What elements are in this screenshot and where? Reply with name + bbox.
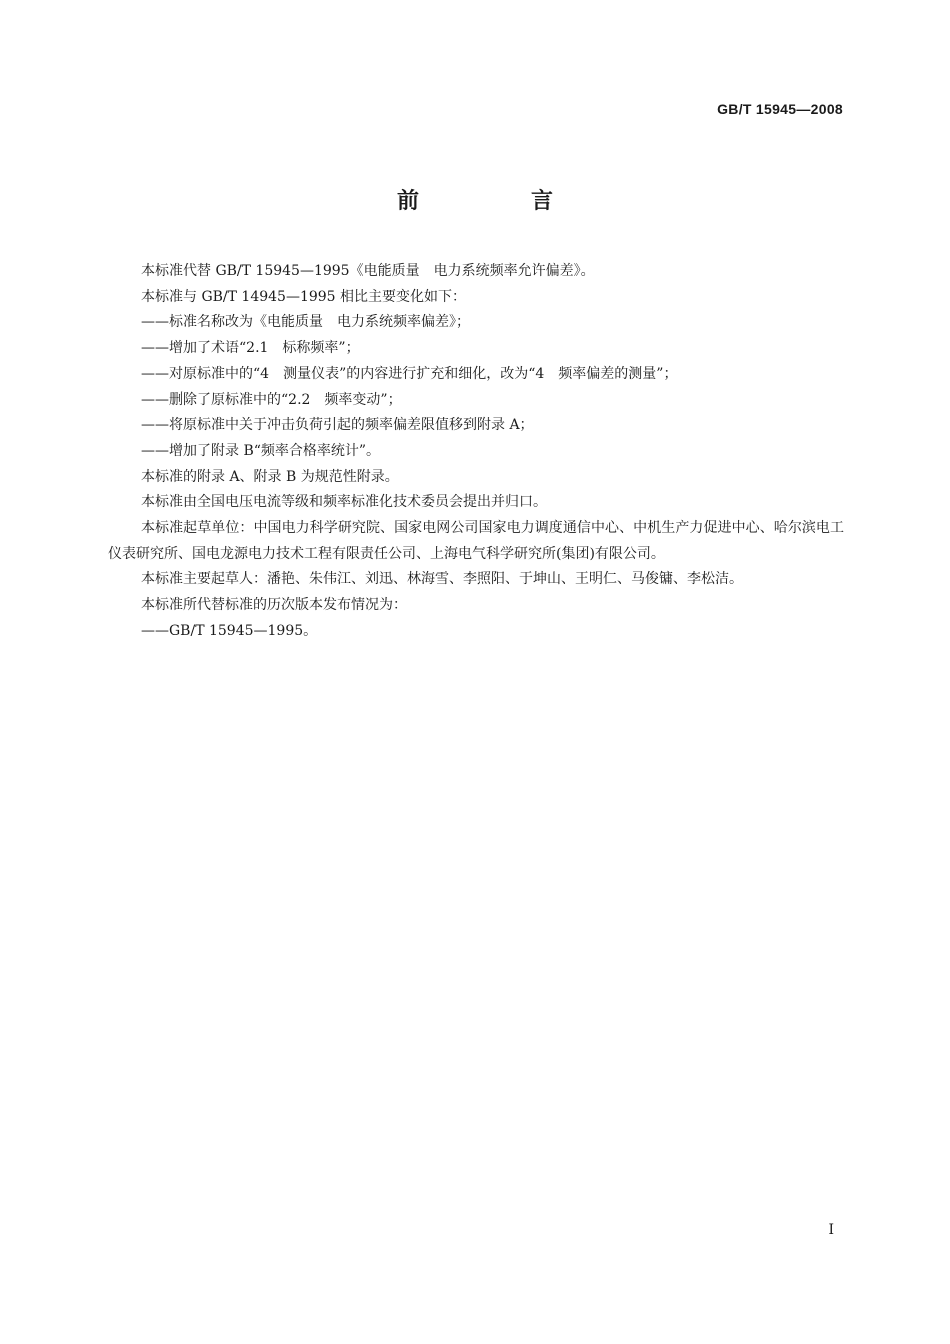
list-item: ——增加了附录 B“频率合格率统计”。 xyxy=(141,442,381,459)
paragraph: 本标准与 GB/T 14945—1995 相比主要变化如下： xyxy=(141,288,467,305)
list-item: ——标准名称改为《电能质量 电力系统频率偏差》； xyxy=(141,314,470,331)
page-title: 前 言 xyxy=(396,189,598,214)
paragraph: 本标准的附录 A、附录 B 为规范性附录。 xyxy=(141,468,399,485)
list-item: ——增加了术语“2.1 标称频率”； xyxy=(141,340,360,357)
page-number: I xyxy=(828,1222,834,1238)
standard-code: GB/T 15945—2008 xyxy=(717,101,843,117)
list-item: ——对原标准中的“4 测量仪表”的内容进行扩充和细化，改为“4 频率偏差的测量”； xyxy=(141,365,678,382)
drafters-paragraph: 本标准主要起草人：潘艳、朱伟江、刘迅、林海雪、李照阳、于坤山、王明仁、马俊镛、李松洁。 xyxy=(141,571,743,588)
paragraph: 本标准代替 GB/T 15945—1995《电能质量 电力系统频率允许偏差》。 xyxy=(141,263,595,279)
list-item: ——GB/T 15945—1995。 xyxy=(141,622,318,639)
drafting-units-paragraph: 本标准起草单位：中国电力科学研究院、国家电网公司国家电力调度通信中心、中机生产力促进中心、哈尔滨电工仪表研究所、国电龙源电力技术工程有限责任公司、上海电气科学研究所(集团)有限公司。 xyxy=(108,520,844,562)
list-item: ——将原标准中关于冲击负荷引起的频率偏差限值移到附录 A； xyxy=(141,417,534,434)
foreword-body xyxy=(108,259,844,645)
list-item: ——删除了原标准中的“2.2 频率变动”； xyxy=(141,391,402,408)
paragraph: 本标准由全国电压电流等级和频率标准化技术委员会提出并归口。 xyxy=(141,494,547,511)
paragraph: 本标准所代替标准的历次版本发布情况为： xyxy=(141,597,407,614)
